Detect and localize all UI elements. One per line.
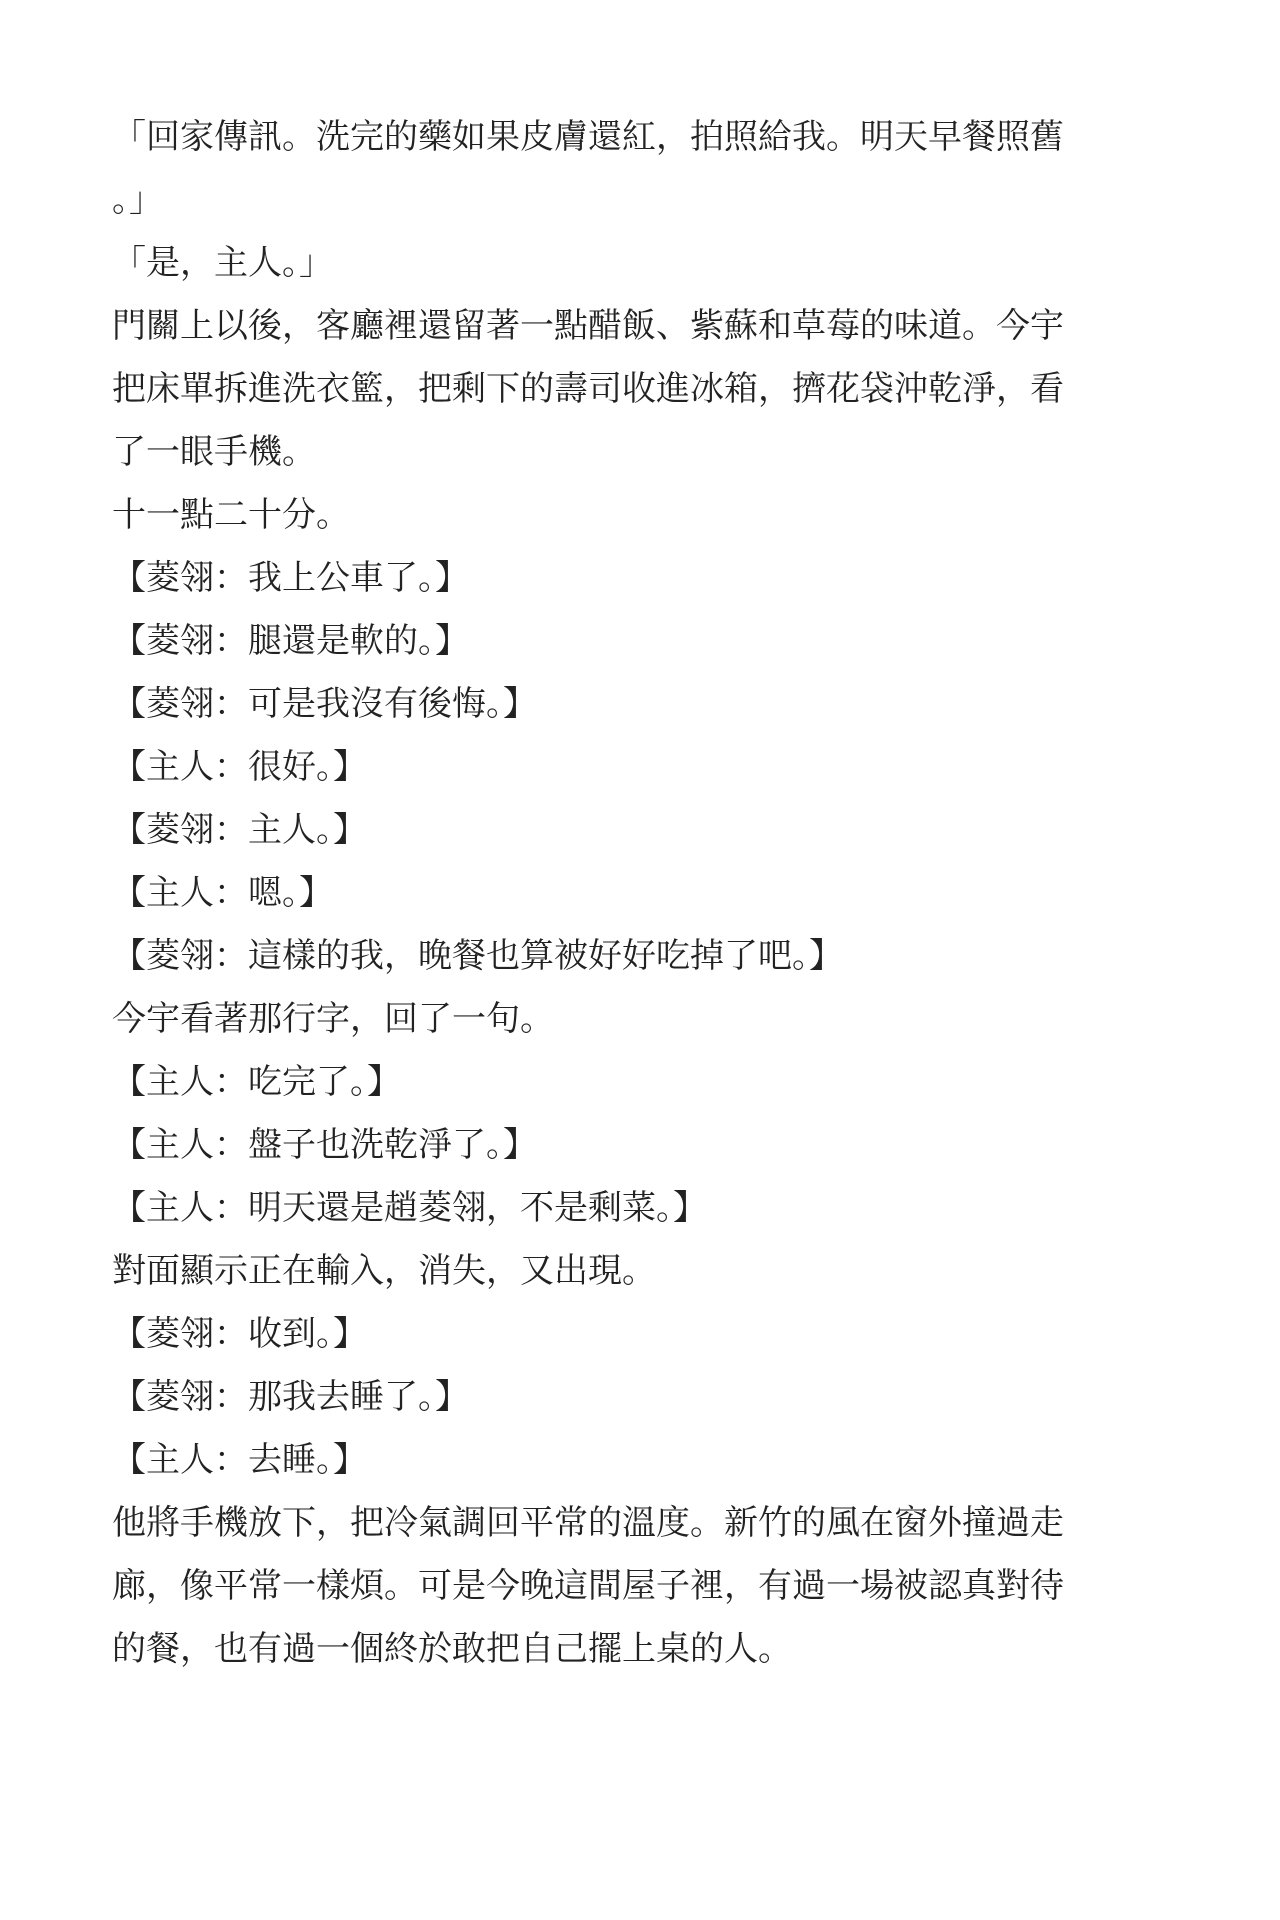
text-line: 對面顯示正在輸入，消失，又出現。	[112, 1251, 656, 1291]
chat-message: 【菱翎：可是我沒有後悔。】	[112, 684, 537, 724]
text-line: 他將手機放下，把冷氣調回平常的溫度。新竹的風在窗外撞過走	[112, 1503, 1064, 1543]
chat-message: 【主人：去睡。】	[112, 1440, 367, 1480]
text-line: 「是，主人。」	[112, 243, 333, 283]
text-line: 門關上以後，客廳裡還留著一點醋飯、紫蘇和草莓的味道。今宇	[112, 306, 1064, 346]
chat-message: 【菱翎：這樣的我，晚餐也算被好好吃掉了吧。】	[112, 936, 843, 976]
text-line: 「回家傳訊。洗完的藥如果皮膚還紅，拍照給我。明天早餐照舊	[112, 117, 1064, 157]
text-line: 了一眼手機。	[112, 432, 316, 472]
chat-message: 【菱翎：主人。】	[112, 810, 367, 850]
text-line: 。」	[112, 180, 163, 220]
text-line: 的餐，也有過一個終於敢把自己擺上桌的人。	[112, 1629, 792, 1669]
chat-message: 【菱翎：我上公車了。】	[112, 558, 469, 598]
chat-message: 【菱翎：那我去睡了。】	[112, 1377, 469, 1417]
text-line: 把床單拆進洗衣籃，把剩下的壽司收進冰箱，擠花袋沖乾淨，看	[112, 369, 1064, 409]
chat-message: 【菱翎：收到。】	[112, 1314, 367, 1354]
chat-message: 【主人：明天還是趙菱翎，不是剩菜。】	[112, 1188, 707, 1228]
chat-message: 【主人：盤子也洗乾淨了。】	[112, 1125, 537, 1165]
text-line: 十一點二十分。	[112, 495, 350, 535]
chat-message: 【主人：嗯。】	[112, 873, 333, 913]
chat-message: 【主人：吃完了。】	[112, 1062, 401, 1102]
text-line: 今宇看著那行字，回了一句。	[112, 999, 554, 1039]
text-line: 廊，像平常一樣煩。可是今晚這間屋子裡，有過一場被認真對待	[112, 1566, 1064, 1606]
document-body	[112, 106, 1152, 1681]
chat-message: 【主人：很好。】	[112, 747, 367, 787]
chat-message: 【菱翎：腿還是軟的。】	[112, 621, 469, 661]
